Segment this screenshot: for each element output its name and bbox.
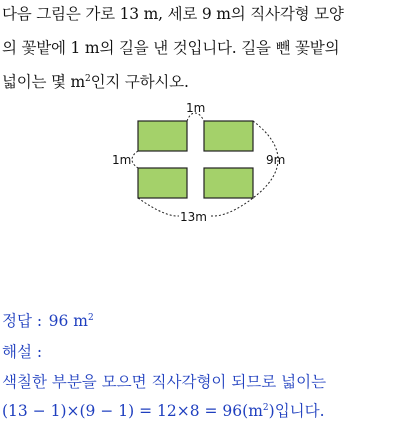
flowerbed-bottom-left <box>138 168 187 198</box>
answer-colon: : <box>31 312 48 330</box>
label-right: 9m <box>266 153 286 167</box>
problem-text: 의 꽃밭에 <box>2 39 71 57</box>
problem-text: 의 길을 낸 것입니다. 길을 뺀 꽃밭의 <box>99 39 340 57</box>
label-left: 1m <box>112 153 132 167</box>
solution-label: 해설 <box>2 343 32 361</box>
height-value: 9 m <box>201 5 231 23</box>
label-top: 1m <box>186 101 206 115</box>
problem-text: , 세로 <box>158 5 202 23</box>
bottom-width-brace <box>138 198 179 216</box>
width-value: 13 m <box>119 5 159 23</box>
answer-line <box>2 311 94 331</box>
problem-text: 다음 그림은 가로 <box>2 5 120 23</box>
solution-text: 입니다. <box>274 402 325 420</box>
solution-exponent: 2 <box>262 403 269 413</box>
unit-exponent: 2 <box>85 74 91 84</box>
left-path-brace <box>132 151 138 168</box>
flowerbed-top-left <box>138 121 187 151</box>
problem-text: 인지 구하시오. <box>90 73 189 91</box>
problem-text: 의 직사각형 모양 <box>230 5 344 23</box>
solution-line-2 <box>2 401 325 421</box>
unit: m <box>70 73 86 91</box>
problem-text: 넓이는 몇 <box>2 73 71 91</box>
solution-line-1 <box>2 372 326 392</box>
solution-equation-close: ) <box>268 402 275 420</box>
flowerbed-bottom-right <box>204 168 253 198</box>
answer-exponent: 2 <box>87 313 94 323</box>
answer-label: 정답 <box>2 312 32 330</box>
bottom-width-brace <box>211 198 253 216</box>
solution-label-line <box>2 342 42 362</box>
path-width-value: 1 m <box>70 39 100 57</box>
solution-equation: (13 − 1)×(9 − 1) = 12×8 = 96(m <box>2 402 263 420</box>
label-bottom: 13m <box>180 210 207 224</box>
answer-value: 96 m <box>48 312 88 330</box>
solution-text: 색칠한 부분을 모으면 직사각형이 되므로 넓이는 <box>2 373 327 391</box>
solution-colon: : <box>31 343 43 361</box>
flowerbed-top-right <box>204 121 253 151</box>
